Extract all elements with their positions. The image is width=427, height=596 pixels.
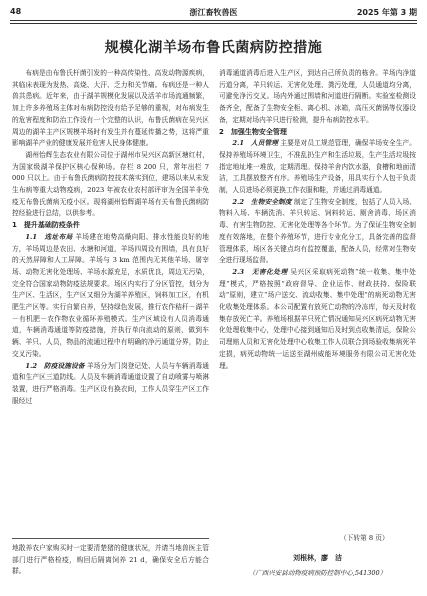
- subsection-title-1-2: 1.2 防疫设施设备: [25, 361, 85, 370]
- continued-note: （下转第 8 页）: [340, 534, 389, 542]
- right-column: [219, 68, 416, 372]
- subsection-title-2-3: 2.3 无害化处理: [232, 267, 288, 276]
- subsection-title-2-2: 2.2 生物安全制度: [232, 197, 292, 206]
- page-number: 48: [10, 7, 22, 16]
- section-2-1: [219, 138, 416, 197]
- left-column: [12, 68, 209, 407]
- intro-paragraph: 布病是由布鲁氏杆菌引发的一种高传染性、高发动物源疾病，其临床表现为发热、高烧、大汗、乏力和关节痛。布病还是一种人兽共患病。近年来，由于湖羊规模化发展以及活羊市场流通频繁，加上许多养殖场主体对布病防控没有给予足够的重视，对布病发生的危害程度和防治工作没有一个完整的认识，布鲁氏菌病在吴兴区周边的湖羊主产区规模羊场时有发生并有蔓延传播之势，这将严重影响湖羊产业的健康发展并危害人民身体健康。: [12, 69, 209, 148]
- header-rule: [10, 20, 417, 21]
- header-rule-thin: [10, 23, 417, 24]
- section-1-2: [12, 361, 209, 408]
- section-heading-1: 1 提升基础防疫条件: [12, 221, 80, 230]
- subsection-body-2-1: 主要是对员工规范管理，确保羊场安全生产。保持养殖场环境卫生，不准乱扔生产和生活垃圾，生产生活垃圾按指定地址堆一堆放，定期清理。保持羊舍内饮水器，食槽和地面清洁，工具摆放整齐有序。养殖场生产设备，用具实行个人包干负责制，人员进场必须更换工作衣服和鞋，并通过消毒通道。: [219, 139, 416, 195]
- subsection-body-2-3: 吴兴区采取病死动物“统一收集、集中处理”模式，严格按照“政府督导、企业运作、财政扶持、保险联动”原则，建立“场户送交、流动收集、集中处理”的病死动物无害化收集处理体系。本公司配置有放死亡动物的冷冻库，每天及时收集存放死亡羊。养殖场根据羊只死亡情况通知吴兴区病死动物无害化处理收集中心，处理中心接到通知后及时到点收集清运，保险公司理赔人员和无害化处理中心收集工作人员联合到场验收集病死羊定损，病死动物统一运送至湖州威能环境服务有限公司无害化处理。: [219, 267, 416, 370]
- subsection-title-2-1: 2.1 人员管理: [232, 139, 279, 148]
- page-header: [10, 6, 417, 20]
- journal-name: 浙江畜牧兽医: [189, 8, 238, 17]
- section-2-2: [219, 197, 416, 267]
- section-2-3: [219, 267, 416, 372]
- section-heading-2: 2 加强生物安全管理: [219, 127, 287, 136]
- author-line: 刘根林，廖 洁: [293, 554, 342, 562]
- subsection-body-1-2: 羊场分为门岗登记处、人员与车辆消毒通道和生产区三道防线。人员及车辆消毒通道设置了自动喷雾与喷淋装置，进行严格消毒。生产区设有换衣间，工作人员穿生产区工作服经过: [12, 361, 209, 405]
- subsection-body-2-2: 制定了生物安全制度，包括了人员入场、物料入场、车辆洗消、羊只转运、饲料转运、厕舍消毒、场区消毒、有害生物防控、无害化处理等各个环节。为了保证生物安全制度有效落地，在整个养殖环节，进行专业化分工，具备完善的监督管理体系，场区各关键点均有监控覆盖，配备人员，经常对生物安全进行现场监督。: [219, 197, 416, 265]
- footnote-rule: [12, 538, 209, 539]
- section-1-1: [12, 232, 209, 361]
- prior-article-text: 地散养农户家购买时一定要清楚猪的健康状况，并请当地兽医主管部门进行严格检疫，购回后隔离饲养 21 d，确保安全后方能合群。: [12, 544, 209, 576]
- company-paragraph: 湖州怡辉生态农业有限公司位于湖州市吴兴区高新区塘红村，为国家级湖羊保护区核心保种场。存栏 8 200 只，常年出栏 7 000 只以上。由于布鲁氏菌病防控技术落实到位，建场以来从未发生布病等重大动物疫病，2023 年被农业农村部评审为全国羊非免疫无布鲁氏菌病无疫小区。现将湖州怡辉湖羊场有关布鲁氏菌病防控经验进行总结，以供参考。: [12, 150, 209, 218]
- affiliation-line: （广西兴安县动物疫病预防控制中心,541300）: [248, 569, 387, 577]
- subsection-title-1-1: 1.1 选址布局: [25, 232, 73, 241]
- subsection-body-1-1: 羊场建在地势高燥向阳、排水性能良好的地方，羊场周边是农田、水塘和河道，羊场四周设有围墙，具有良好的天然屏障和人工屏障。羊场与 3 km 范围内无其他羊场、屠宰场、动物无害化处理场、羊场水源充足，水质优良，周边无污染，完全符合国家动物防疫法规要求。场区内实行了分区管控，划分为生产区、生活区，生产区又细分为湖羊养殖区，饲料加工区，有机肥生产区等。实行自繁自养，坚持绿色发展，推行农作秸秆－湖羊－有机肥－农作物农业循环养殖模式。生产区域设有人员消毒通道，车辆消毒通道等防疫措施，并执行单向流动的原则，做到车辆、羊只、人员，物品的流通过程中有明确的净污通道分界，防止交叉污染。: [12, 232, 209, 358]
- prior-article-tail: [12, 543, 209, 578]
- continued-paragraph: 消毒通道消毒后进入生产区，到达自己所负责的栋舍。羊场内净道污道分离，羊只转运、无害化处理、粪污处理，人员通道均分离，可避免净污交叉。场内外通过围墙和河道进行隔断。实验室检测设备齐全，配备了生物安全柜、离心机、冰箱，高压灭菌锅等仪器设备，定期对场内羊只进行检测，提升布病防控水平。: [219, 69, 416, 124]
- issue-label: 2025 年第 3 期: [356, 8, 417, 17]
- article-title: 规模化湖羊场布鲁氏菌病防控措施: [104, 40, 323, 56]
